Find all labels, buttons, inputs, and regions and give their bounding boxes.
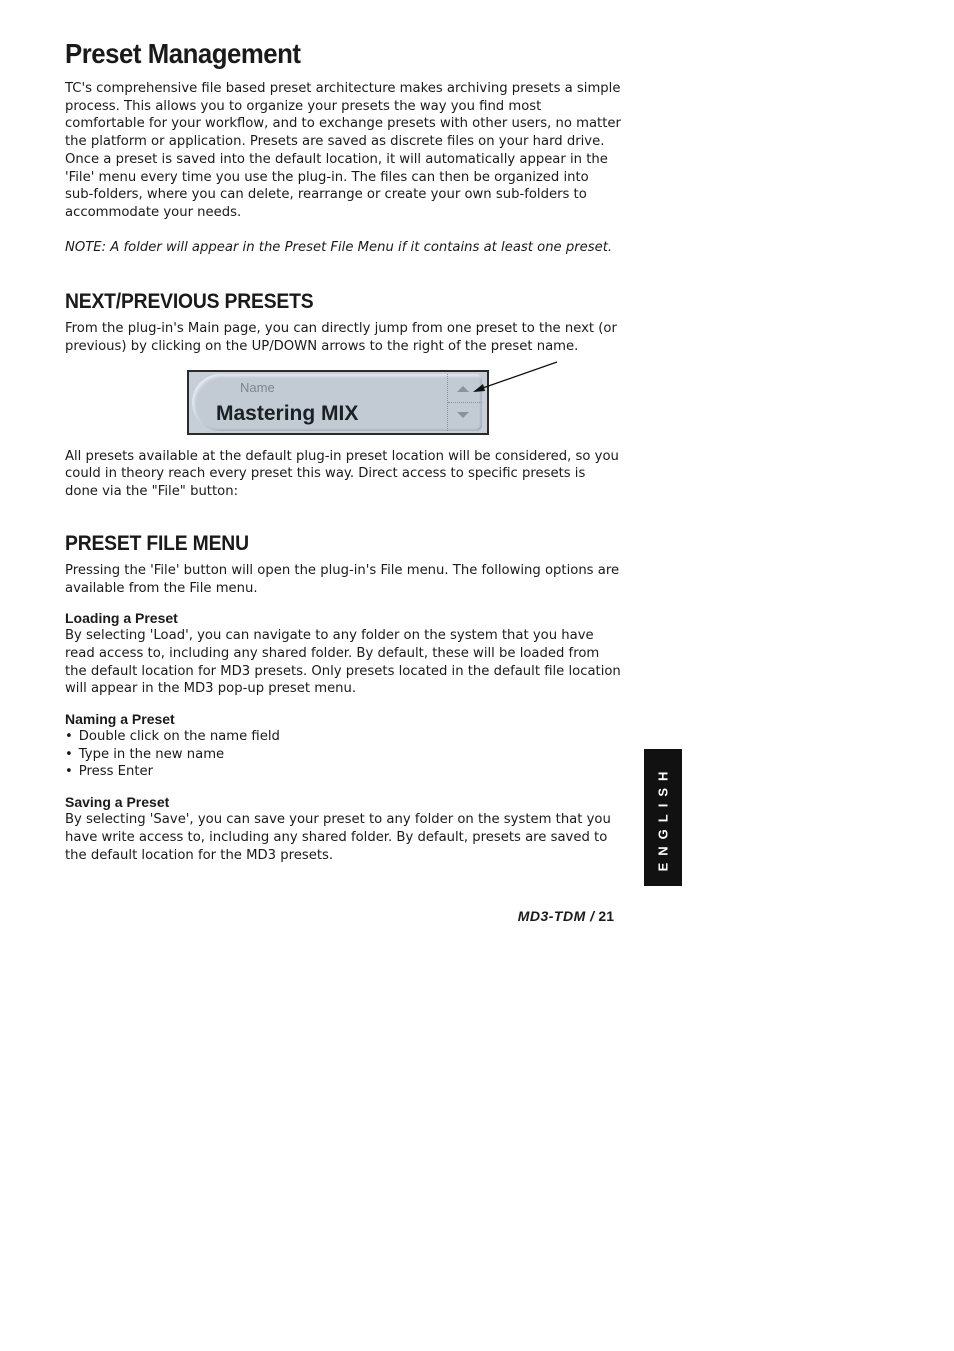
preset-name-value: Mastering MIX	[216, 401, 359, 425]
page-title: Preset Management	[65, 38, 301, 69]
page-content	[65, 38, 621, 864]
loading-heading: Loading a Preset	[65, 610, 178, 627]
saving-subsection	[65, 794, 621, 864]
preset-name-display	[187, 370, 489, 435]
footer-product: MD3-TDM /	[517, 908, 595, 924]
callout-arrow-icon	[465, 356, 565, 396]
list-item: • Type in the new name	[65, 746, 621, 764]
arrow-divider	[448, 402, 482, 403]
file-menu-section	[65, 532, 621, 864]
language-tab-label: ENGLISH	[655, 764, 671, 871]
naming-heading: Naming a Preset	[65, 711, 175, 728]
file-menu-text: Pressing the 'File' button will open the plug-in's File menu. The following options are available from the File menu.	[65, 562, 620, 596]
saving-text: By selecting 'Save', you can save your preset to any folder on the system that you have write access to, including any shared folder. By default, presets are saved to the default location for the MD3 presets.	[65, 812, 611, 863]
naming-steps	[65, 728, 621, 781]
next-previous-after-text: All presets available at the default plug-in preset location will be considered, so you could in theory reach every preset this way. Direct access to specific presets is done via the "File" button:	[65, 448, 619, 500]
note-paragraph: NOTE: A folder will appear in the Preset File Menu if it contains at least one preset.	[65, 239, 613, 255]
preset-name-figure	[65, 356, 621, 448]
footer-page-number: 21	[598, 908, 614, 924]
arrow-down-icon[interactable]	[457, 412, 469, 418]
next-previous-text: From the plug-in's Main page, you can directly jump from one preset to the next (or previous) by clicking on the UP/DOWN arrows to the right of the preset name.	[65, 321, 617, 355]
preset-name-label: Name	[240, 379, 275, 395]
language-tab	[644, 749, 682, 886]
next-previous-heading: NEXT/PREVIOUS PRESETS	[65, 290, 314, 314]
list-item: • Press Enter	[65, 763, 621, 781]
intro-paragraph: TC's comprehensive file based preset architecture makes archiving presets a simple process. This allows you to organize your presets the way you find most comfortable for your workflow, and to exchange presets with other users, no matter the platform or application. Presets are saved as discrete files on your hard drive. Once a preset is saved into the default location, it will automatically appear in the 'File' menu every time you use the plug-in. The files can then be organized into sub-folders, where you can delete, rearrange or create your own sub-folders to accommodate your needs.	[65, 81, 621, 220]
naming-subsection	[65, 711, 621, 781]
loading-text: By selecting 'Load', you can navigate to any folder on the system that you have read access to, including any shared folder. By default, these will be loaded from the default location for MD3 presets. Only presets located in the default file location will appear in the MD3 pop-up preset menu.	[65, 628, 621, 697]
preset-name-field[interactable]	[192, 374, 482, 431]
file-menu-heading: PRESET FILE MENU	[65, 531, 249, 555]
next-previous-section	[65, 290, 621, 501]
page-footer	[518, 908, 614, 924]
loading-subsection	[65, 610, 621, 698]
list-item: • Double click on the name field	[65, 728, 621, 746]
saving-heading: Saving a Preset	[65, 794, 170, 811]
